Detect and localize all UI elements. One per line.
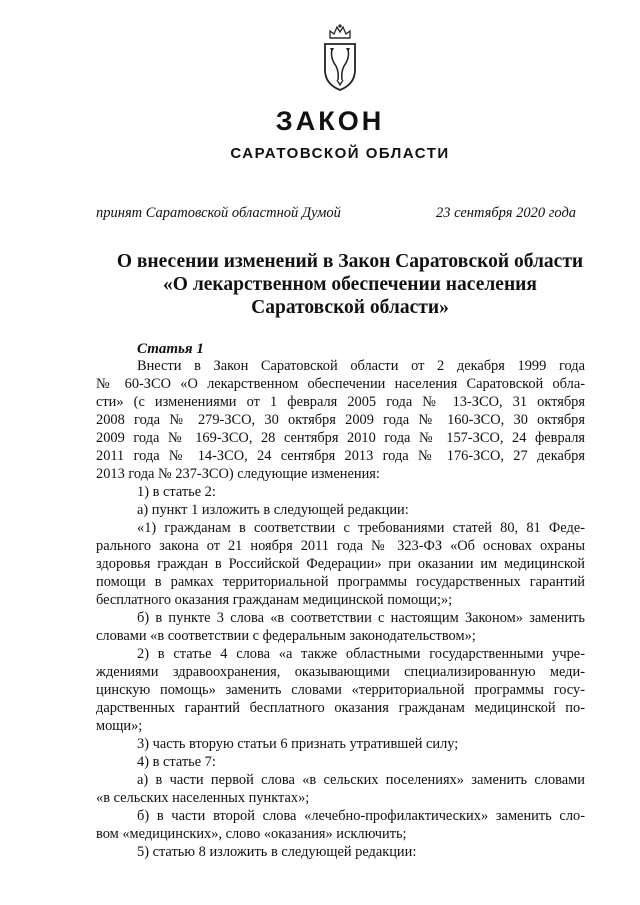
text-line: б) в части второй слова «лечебно-профилактических» заменить сло- xyxy=(137,808,585,824)
coat-of-arms-icon xyxy=(321,22,359,92)
text-line: Внести в Закон Саратовской области от 2 декабря 1999 года xyxy=(137,358,585,374)
text-line: 2011 года № 14-ЗСО, 24 сентября 2013 года № 176-ЗСО, 27 декабря xyxy=(96,448,585,464)
text-line: 4) в статье 7: xyxy=(137,754,216,770)
adoption-date: 23 сентября 2020 года xyxy=(436,205,577,221)
text-line: сти» (с изменениями от 1 февраля 2005 года № 13-ЗСО, 31 октября xyxy=(96,394,585,410)
text-line: «в сельских населенных пунктах»; xyxy=(96,790,310,806)
text-line: 2) в статье 4 слова «а также областными государственными учре- xyxy=(137,646,585,662)
text-line: 3) часть вторую статьи 6 признать утратившей силу; xyxy=(137,736,459,752)
text-line: дарственных гарантий бесплатного оказания гражданам медицинской по- xyxy=(96,700,585,716)
title-line: «О лекарственном обеспечении населения xyxy=(163,274,537,295)
text-line: «1) гражданам в соответствии с требованиями статей 80, 81 Феде- xyxy=(137,520,585,536)
text-line: а) в части первой слова «в сельских поселениях» заменить словами xyxy=(137,772,585,788)
adoption-note: принят Саратовской областной Думой xyxy=(96,205,341,221)
title-line: Саратовской области» xyxy=(251,297,449,318)
text-line: бесплатного оказания гражданам медицинской помощи;»; xyxy=(96,592,453,608)
text-line: ждениями здравоохранения, оказывающими специализированную меди- xyxy=(96,664,585,680)
text-line: рального закона от 21 ноября 2011 года № 323-ФЗ «Об основах охраны xyxy=(96,538,585,554)
text-line: цинскую помощь» заменить словами «территориальной программы госу- xyxy=(96,682,585,698)
text-line: мощи»; xyxy=(96,718,143,734)
title-line: О внесении изменений в Закон Саратовской области xyxy=(116,251,584,272)
text-line: здоровья граждан в Российской Федерации» при оказании им медицинской xyxy=(96,556,585,572)
text-line: 5) статью 8 изложить в следующей редакции: xyxy=(137,844,417,860)
text-line: вом «медицинских», слово «оказания» исключить; xyxy=(96,826,407,842)
region-heading: САРАТОВСКОЙ ОБЛАСТИ xyxy=(230,145,450,162)
text-line: 1) в статье 2: xyxy=(137,484,216,500)
text-line: б) в пункте 3 слова «в соответствии с настоящим Законом» заменить xyxy=(137,610,585,626)
text-line: 2009 года № 169-ЗСО, 28 сентября 2010 года № 157-ЗСО, 24 февраля xyxy=(96,430,585,446)
text-line: 2013 года № 237-ЗСО) следующие изменения: xyxy=(96,466,380,482)
text-line: а) пункт 1 изложить в следующей редакции: xyxy=(137,502,409,518)
article-heading: Статья 1 xyxy=(137,341,204,357)
text-line: помощи в рамках территориальной программы государственных гарантий xyxy=(96,574,585,590)
document-title xyxy=(100,250,600,319)
text-line: № 60-ЗСО «О лекарственном обеспечении населения Саратовской обла- xyxy=(96,376,585,392)
law-heading: ЗАКОН xyxy=(275,106,385,136)
text-line: словами «в соответствии с федеральным законодательством»; xyxy=(96,628,476,644)
text-line: 2008 года № 279-ЗСО, 30 октября 2009 года № 160-ЗСО, 30 октября xyxy=(96,412,585,428)
